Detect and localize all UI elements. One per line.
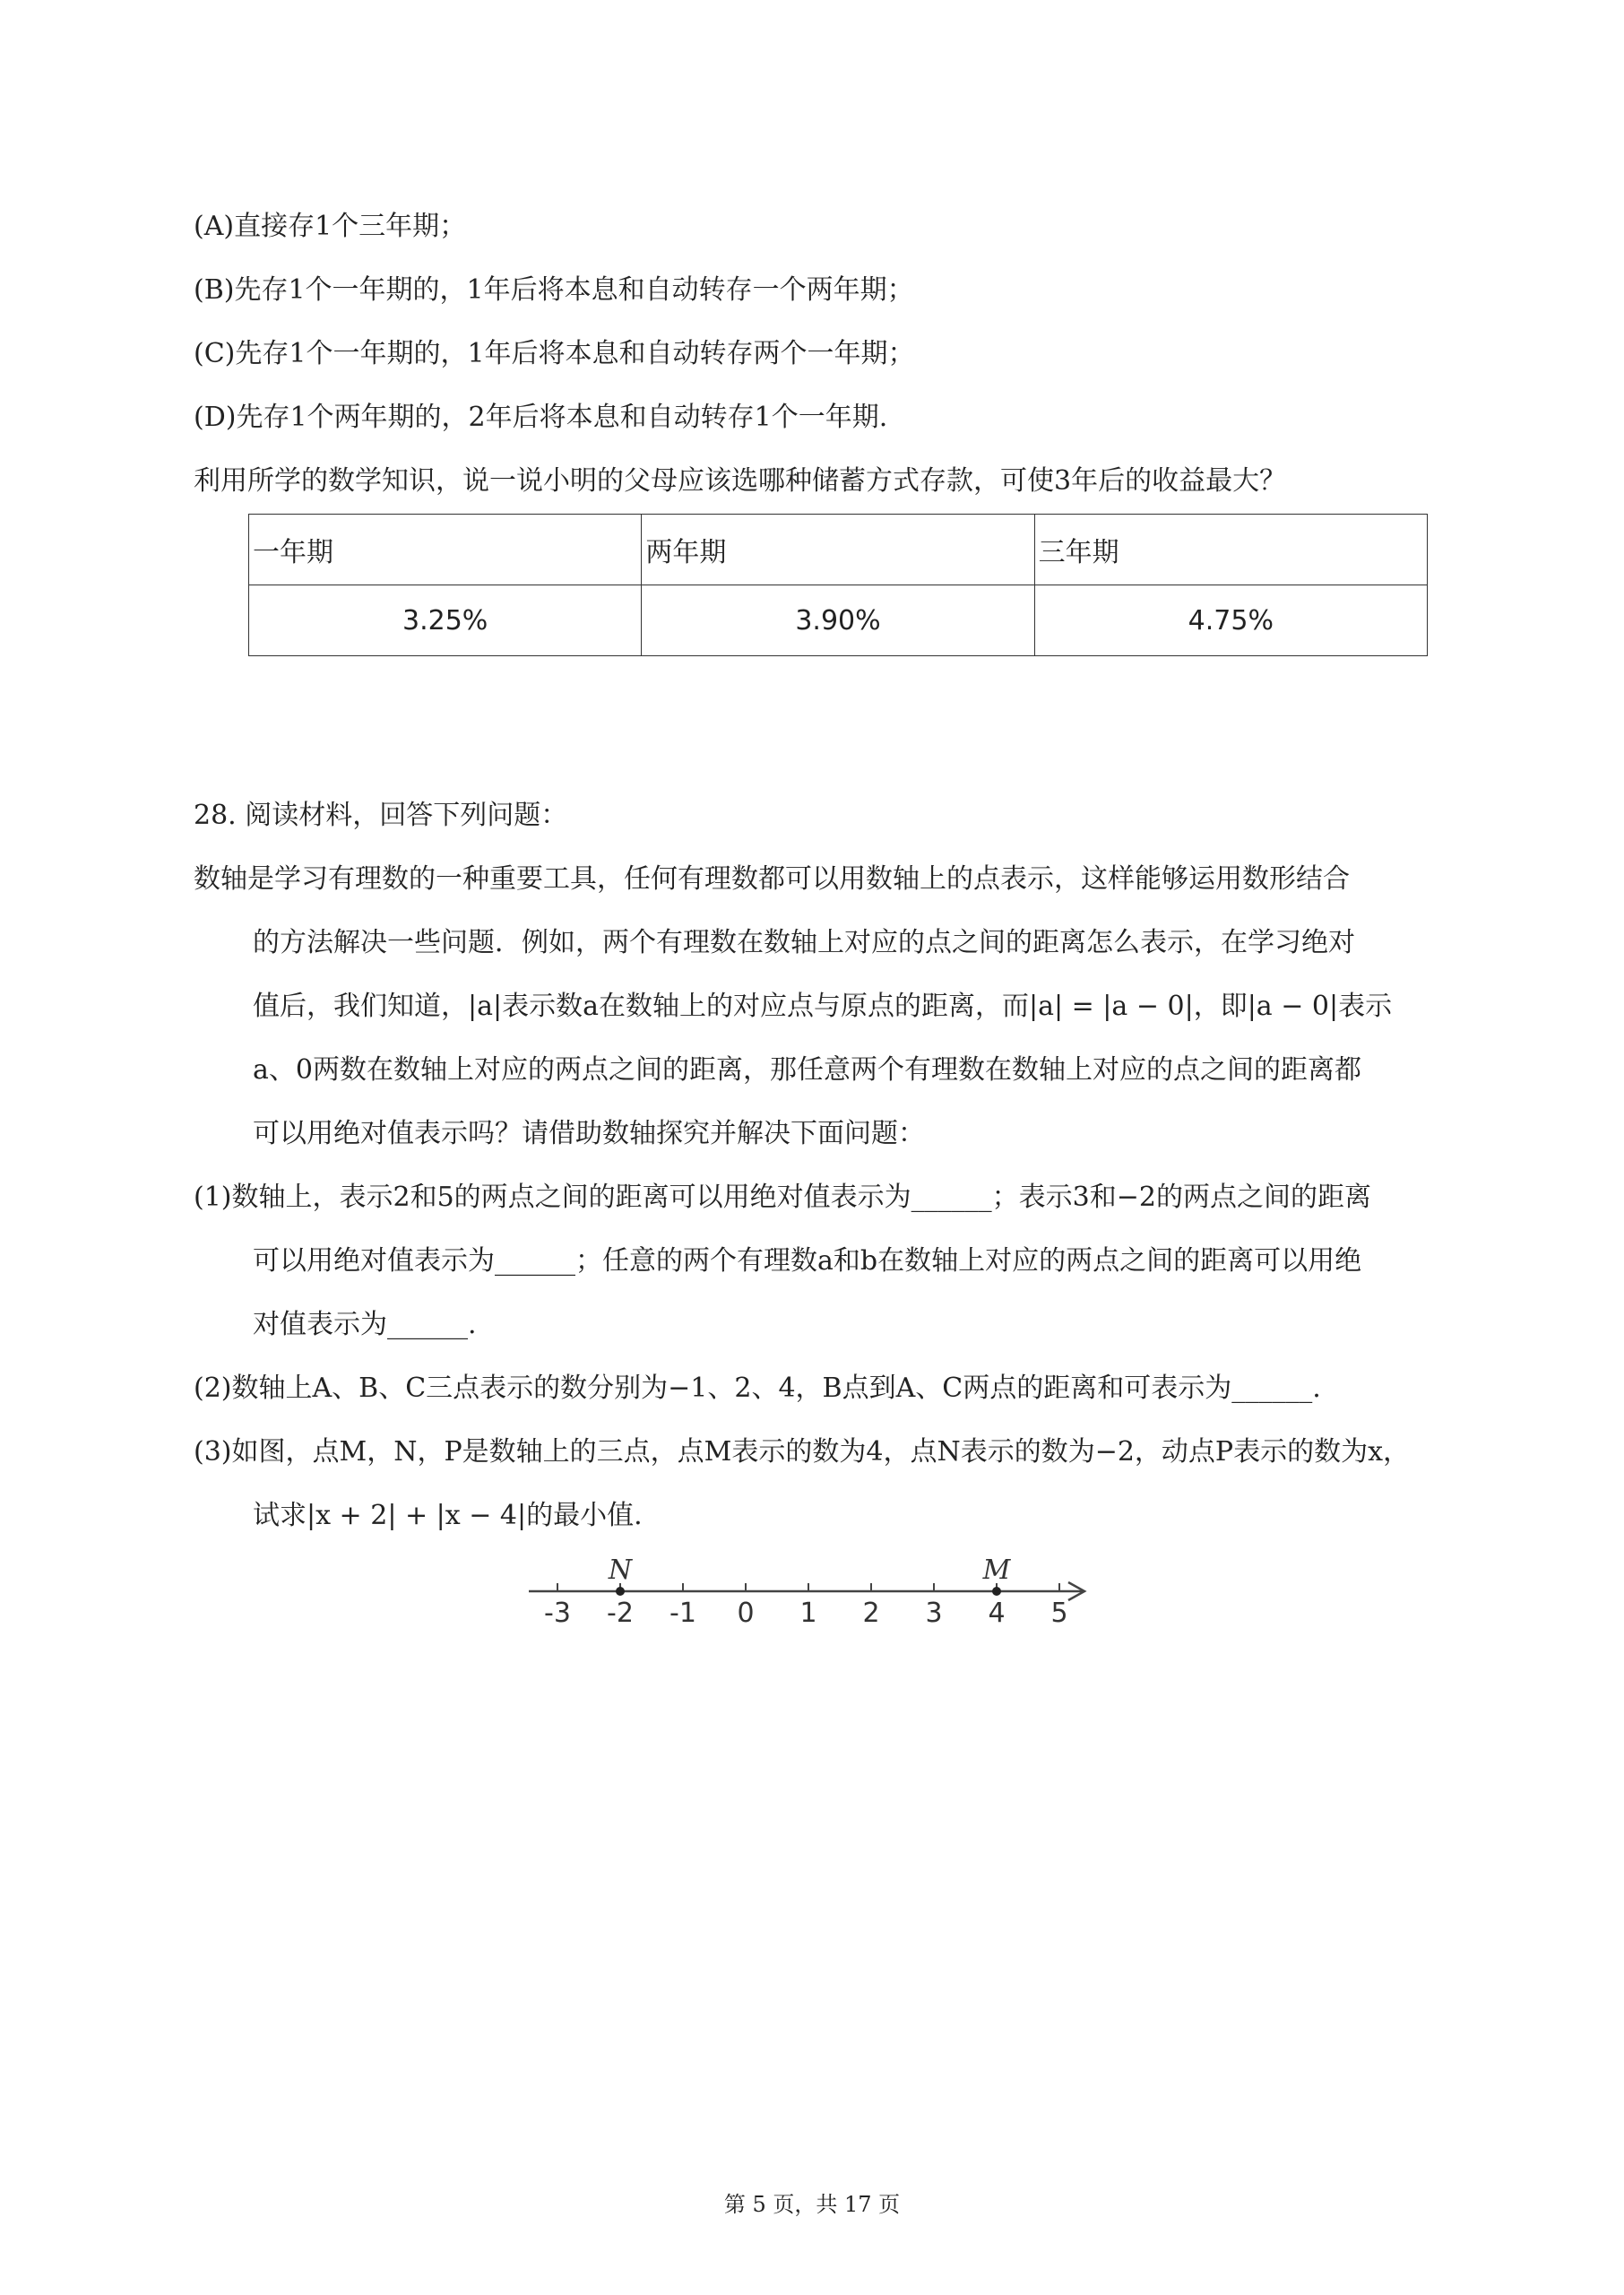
option-d: (D)先存1个两年期的，2年后将本息和自动转存1个一年期. [194, 402, 888, 433]
question-prompt: 利用所学的数学知识，说一说小明的父母应该选哪种储蓄方式存款，可使3年后的收益最大？ [194, 465, 1287, 497]
passage-line: a、0两数在数轴上对应的两点之间的距离，那任意两个有理数在数轴上对应的点之间的距离都 [253, 1054, 1361, 1086]
part1-line: 可以用绝对值表示为______；任意的两个有理数a和b在数轴上对应的两点之间的距离可以用绝 [253, 1245, 1362, 1277]
point-label-m: M [982, 1555, 1011, 1586]
tick-label: -2 [607, 1598, 634, 1629]
point-dot-m [992, 1587, 1001, 1596]
passage-line: 数轴是学习有理数的一种重要工具，任何有理数都可以用数轴上的点表示，这样能够运用数形结合 [194, 863, 1350, 895]
tick-label: 0 [737, 1598, 755, 1629]
point-dot-n [616, 1587, 625, 1596]
rates-table-header-row [249, 515, 1428, 585]
question-28-title: 28. 阅读材料，回答下列问题： [194, 800, 568, 831]
part1-line: (1)数轴上，表示2和5的两点之间的距离可以用绝对值表示为______；表示3和−2的两点之间的距离 [194, 1182, 1371, 1213]
tick-label: 1 [799, 1598, 817, 1629]
passage-line: 可以用绝对值表示吗？请借助数轴探究并解决下面问题： [253, 1118, 925, 1149]
tick-label: 2 [862, 1598, 880, 1629]
table-value-cell: 3.90% [642, 585, 1034, 656]
option-b: (B)先存1个一年期的，1年后将本息和自动转存一个两年期； [194, 274, 914, 306]
table-value-cell: 4.75% [1034, 585, 1427, 656]
table-value-cell: 3.25% [249, 585, 642, 656]
table-header-cell: 两年期 [642, 515, 1034, 585]
tick-label: 5 [1050, 1598, 1068, 1629]
rates-table-value-row [249, 585, 1428, 656]
number-line-figure [502, 1546, 1129, 1654]
rates-table [248, 514, 1428, 656]
option-c: (C)先存1个一年期的，1年后将本息和自动转存两个一年期； [194, 338, 915, 369]
part1-line: 对值表示为______. [253, 1309, 477, 1340]
tick-label: -1 [669, 1598, 696, 1629]
tick-label: -3 [544, 1598, 571, 1629]
tick-label: 3 [925, 1598, 943, 1629]
passage-line: 值后，我们知道，|a|表示数a在数轴上的对应点与原点的距离，而|a| = |a − 0|，即|a − 0|表示 [253, 991, 1393, 1022]
point-label-n: N [608, 1555, 633, 1586]
table-header-cell: 三年期 [1034, 515, 1427, 585]
page-footer: 第 5 页，共 17 页 [723, 2192, 901, 2217]
part3-line: (3)如图，点M，N，P是数轴上的三点，点M表示的数为4，点N表示的数为−2，动点P表示的数为x， [194, 1436, 1411, 1468]
tick-label: 4 [988, 1598, 1006, 1629]
option-a: (A)直接存1个三年期； [194, 211, 467, 242]
passage-line: 的方法解决一些问题．例如，两个有理数在数轴上对应的点之间的距离怎么表示，在学习绝对 [253, 927, 1355, 958]
part2-line: (2)数轴上A、B、C三点表示的数分别为−1、2、4，B点到A、C两点的距离和可表示为______. [194, 1373, 1321, 1404]
table-header-cell: 一年期 [249, 515, 642, 585]
part3-line: 试求|x + 2| + |x − 4|的最小值. [253, 1500, 643, 1531]
